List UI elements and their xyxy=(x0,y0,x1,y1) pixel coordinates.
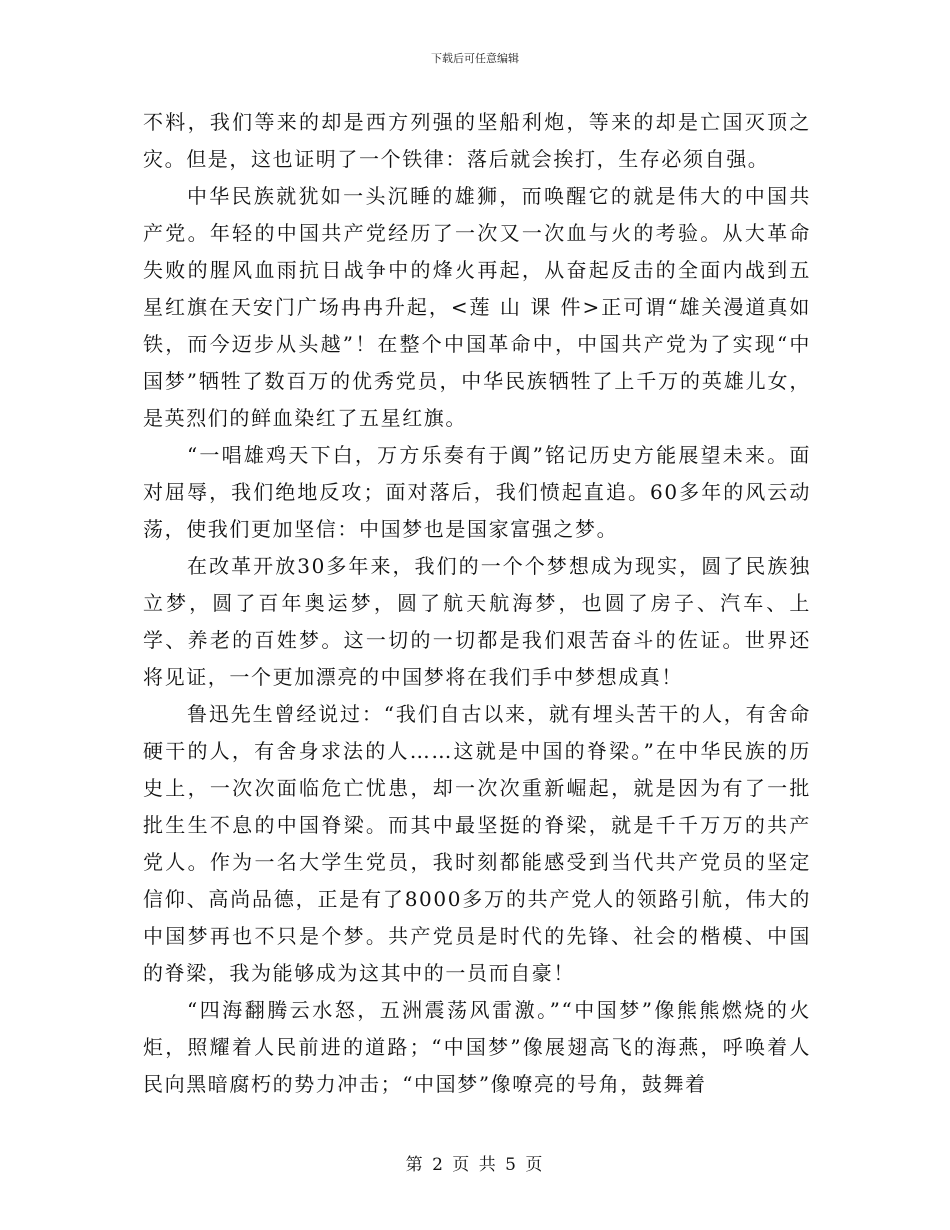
paragraph-1: 不料，我们等来的却是西方列强的坚船利炮，等来的却是亡国灭顶之灾。但是，这也证明了一个铁律：落后就会挨打，生存必须自强。 xyxy=(143,110,811,171)
page-footer: 第 2 页 共 5 页 xyxy=(405,1155,545,1175)
paragraph-4: 在改革开放30多年来，我们的一个个梦想成为现实，圆了民族独立梦，圆了百年奥运梦，圆了航天航海梦，也圆了房子、汽车、上学、养老的百姓梦。这一切的一切都是我们艰苦奋斗的佐证。世界还将见证，一个更加漂亮的中国梦将在我们手中梦想成真！ xyxy=(143,554,811,689)
paragraph-3: “一唱雄鸡天下白，万方乐奏有于阗”铭记历史方能展望未来。面对屈辱，我们绝地反攻；面对落后，我们愤起直追。60多年的风云动荡，使我们更加坚信：中国梦也是国家富强之梦。 xyxy=(143,443,811,541)
paragraph-2: 中华民族就犹如一头沉睡的雄狮，而唤醒它的就是伟大的中国共产党。年轻的中国共产党经历了一次又一次血与火的考验。从大革命失败的腥风血雨抗日战争中的烽火再起，从奋起反击的全面内战到五星红旗在天安门广场冉冉升起，<莲 山 课 件>正可谓“雄关漫道真如铁，而今迈步从头越”！在整个中国革命中，中国共产党为了实现“中国梦”牺牲了数百万的优秀党员，中华民族牺牲了上千万的英雄儿女，是英烈们的鲜血染红了五星红旗。 xyxy=(143,184,811,430)
paragraph-6: “四海翻腾云水怒，五洲震荡风雷激。”“中国梦”像熊熊燃烧的火炬，照耀着人民前进的道路；“中国梦”像展翅高飞的海燕，呼唤着人民向黑暗腐朽的势力冲击；“中国梦”像嘹亮的号角，鼓舞着 xyxy=(143,998,811,1096)
page-header: 下载后可任意编辑 xyxy=(431,52,519,65)
paragraph-5: 鲁迅先生曾经说过：“我们自古以来，就有埋头苦干的人，有舍命硬干的人，有舍身求法的人……这就是中国的脊梁。”在中华民族的历史上，一次次面临危亡忧患，却一次次重新崛起，就是因为有了一批批生生不息的中国脊梁。而其中最坚挺的脊梁，就是千千万万的共产党人。作为一名大学生党员，我时刻都能感受到当代共产党员的坚定信仰、高尚品德，正是有了8000多万的共产党人的领路引航，伟大的中国梦再也不只是个梦。共产党员是时代的先锋、社会的楷模、中国的脊梁，我为能够成为这其中的一员而自豪！ xyxy=(143,702,811,985)
document-body xyxy=(143,104,811,1103)
